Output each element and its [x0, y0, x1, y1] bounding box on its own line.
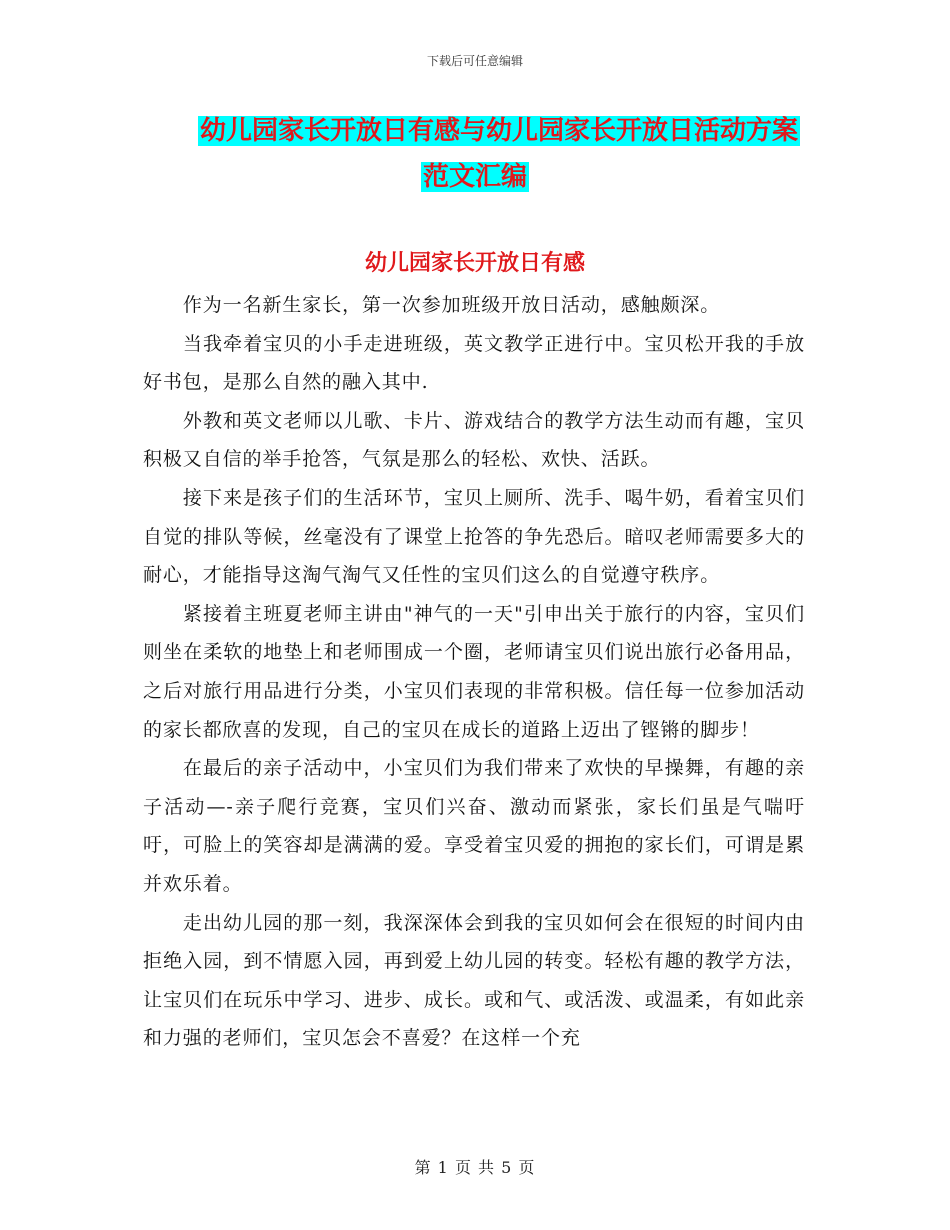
- paragraph: 在最后的亲子活动中，小宝贝们为我们带来了欢快的早操舞，有趣的亲子活动—-亲子爬行竞赛，宝贝们兴奋、激动而紧张，家长们虽是气喘吁吁，可脸上的笑容却是满满的爱。享受着宝贝爱的拥抱的家长们，可谓是累并欢乐着。: [143, 757, 805, 895]
- document-title: [0, 108, 950, 200]
- paragraph: 外教和英文老师以儿歌、卡片、游戏结合的教学方法生动而有趣，宝贝积极又自信的举手抢答，气氛是那么的轻松、欢快、活跃。: [143, 409, 805, 471]
- page-number-footer: 第 1 页 共 5 页: [414, 1158, 536, 1177]
- paragraph: 紧接着主班夏老师主讲由"神气的一天"引申出关于旅行的内容，宝贝们则坐在柔软的地垫上和老师围成一个圈，老师请宝贝们说出旅行必备用品，之后对旅行用品进行分类，小宝贝们表现的非常积极。信任每一位参加活动的家长都欣喜的发现，自己的宝贝在成长的道路上迈出了铿锵的脚步！: [143, 602, 805, 741]
- paragraph: 作为一名新生家长，第一次参加班级开放日活动，感触颇深。: [182, 294, 721, 316]
- paragraph: 走出幼儿园的那一刻，我深深体会到我的宝贝如何会在很短的时间内由拒绝入园，到不情愿入园，再到爱上幼儿园的转变。轻松有趣的教学方法，让宝贝们在玩乐中学习、进步、成长。或和气、或活泼、或温柔，有如此亲和力强的老师们，宝贝怎会不喜爱？在这样一个充: [143, 911, 805, 1050]
- paragraph: 接下来是孩子们的生活环节，宝贝上厕所、洗手、喝牛奶，看着宝贝们自觉的排队等候，丝毫没有了课堂上抢答的争先恐后。暗叹老师需要多大的耐心，才能指导这淘气淘气又任性的宝贝们这么的自觉遵守秩序。: [143, 486, 805, 587]
- document-title-line-2: 范文汇编: [422, 162, 527, 192]
- section-title: 幼儿园家长开放日有感: [364, 251, 585, 276]
- document-body: [143, 286, 805, 1058]
- page-header-note: 下载后可任意编辑: [426, 54, 523, 68]
- paragraph: 当我牵着宝贝的小手走进班级，英文教学正进行中。宝贝松开我的手放好书包，是那么自然的融入其中.: [143, 332, 805, 394]
- document-title-line-1: 幼儿园家长开放日有感与幼儿园家长开放日活动方案: [199, 116, 798, 146]
